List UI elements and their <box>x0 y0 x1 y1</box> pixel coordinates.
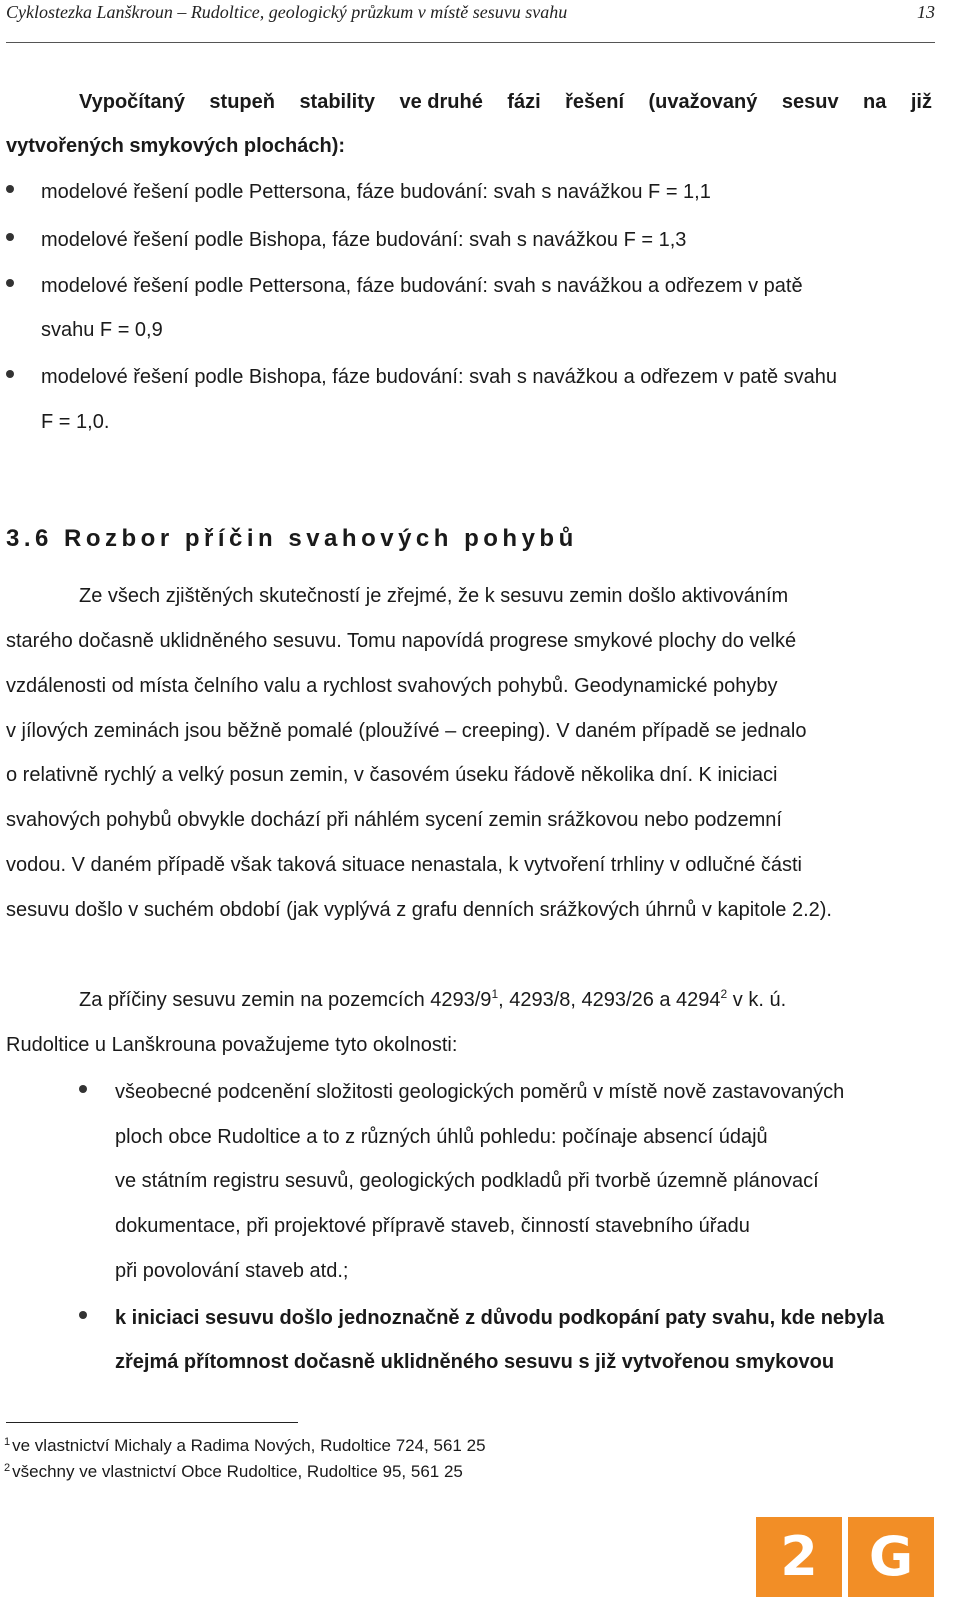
paragraph-line: starého dočasně uklidněného sesuvu. Tomu napovídá progrese smykové plochy do velké <box>6 630 797 652</box>
bullet-icon <box>6 185 14 193</box>
cause-item: všeobecné podcenění složitosti geologických poměrů v místě nově zastavovaných <box>115 1081 845 1103</box>
stability-heading-line2: vytvořených smykových plochách): <box>6 135 346 157</box>
paragraph-line: vzdálenosti od místa čelního valu a rychlost svahových pohybů. Geodynamické pohyby <box>6 675 778 697</box>
stability-heading: Vypočítaný stupeň stability ve druhé fázi řešení (uvažovaný sesuv na již <box>79 91 932 113</box>
stability-item-cont: svahu F = 0,9 <box>41 319 163 341</box>
page-number: 13 <box>917 2 935 22</box>
bullet-icon <box>79 1085 87 1093</box>
causes-intro: Za příčiny sesuvu zemin na pozemcích $4293/9^1$, 4293/8, 4293/26 a 4294$^2$ v k. ú. <box>79 987 787 1011</box>
stability-item-cont: F = 1,0. <box>41 411 110 433</box>
paragraph-line: o relativně rychlý a velký posun zemin, v časovém úseku řádově několika dní. K iniciaci <box>6 764 778 786</box>
cause-item-cont: zřejmá přítomnost dočasně uklidněného sesuvu s již vytvořenou smykovou <box>115 1351 835 1373</box>
company-logo <box>756 1517 934 1597</box>
bullet-icon <box>6 279 14 287</box>
paragraph-line: sesuvu došlo v suchém období (jak vyplývá z grafu denních srážkových úhrnů v kapitole 2.2). <box>6 899 832 921</box>
logo-right-tile: G <box>848 1517 934 1597</box>
bullet-icon <box>79 1311 87 1319</box>
stability-item: modelové řešení podle Pettersona, fáze budování: svah s navážkou F = 1,1 <box>41 181 711 203</box>
stability-item: modelové řešení podle Bishopa, fáze budování: svah s navážkou a odřezem v patě svahu <box>41 366 838 388</box>
footnote-mark: 1 <box>4 1436 11 1448</box>
footnote-mark: 2 <box>4 1462 11 1474</box>
footnote-ref[interactable]: 2 <box>720 987 728 1001</box>
page-header <box>6 2 935 43</box>
cause-item-cont: ve státním registru sesuvů, geologických podkladů při tvorbě územně plánovací <box>115 1170 819 1192</box>
cause-item: k iniciaci sesuvu došlo jednoznačně z důvodu podkopání paty svahu, kde nebyla <box>115 1307 885 1329</box>
bullet-icon <box>6 370 14 378</box>
logo-left-tile: 2 <box>756 1517 842 1597</box>
cause-item-cont: při povolování staveb atd.; <box>115 1260 349 1282</box>
bullet-icon <box>6 233 14 241</box>
header-title: Cyklostezka Lanškroun – Rudoltice, geologický průzkum v místě sesuvu svahu <box>6 2 568 22</box>
footnote-ref[interactable]: 1 <box>491 987 499 1001</box>
paragraph-line: svahových pohybů obvykle dochází při náhlém sycení zemin srážkovou nebo podzemní <box>6 809 782 831</box>
paragraph-line: vodou. V daném případě však taková situace nenastala, k vytvoření trhliny v odlučné části <box>6 854 802 876</box>
paragraph-line: v jílových zeminách jsou běžně pomalé (ploužívé – creeping). V daném případě se jednalo <box>6 720 807 742</box>
footnote-divider <box>6 1422 298 1423</box>
stability-item: modelové řešení podle Bishopa, fáze budování: svah s navážkou F = 1,3 <box>41 229 687 251</box>
footnote: $^1$ ve vlastnictví Michaly a Radima Nových, Rudoltice 724, 561 25 <box>4 1436 486 1455</box>
paragraph-line: Ze všech zjištěných skutečností je zřejmé, že k sesuvu zemin došlo aktivováním <box>79 585 789 607</box>
causes-intro-line2: Rudoltice u Lanškrouna považujeme tyto okolnosti: <box>6 1034 458 1056</box>
stability-item: modelové řešení podle Pettersona, fáze budování: svah s navážkou a odřezem v patě <box>41 275 803 297</box>
cause-item-cont: dokumentace, při projektové přípravě staveb, činností stavebního úřadu <box>115 1215 750 1237</box>
footnote: $^2$ všechny ve vlastnictví Obce Rudoltice, Rudoltice 95, 561 25 <box>4 1462 463 1481</box>
section-heading: 3.6 Rozbor příčin svahových pohybů <box>6 525 578 552</box>
cause-item-cont: ploch obce Rudoltice a to z různých úhlů pohledu: počínaje absencí údajů <box>115 1126 768 1148</box>
